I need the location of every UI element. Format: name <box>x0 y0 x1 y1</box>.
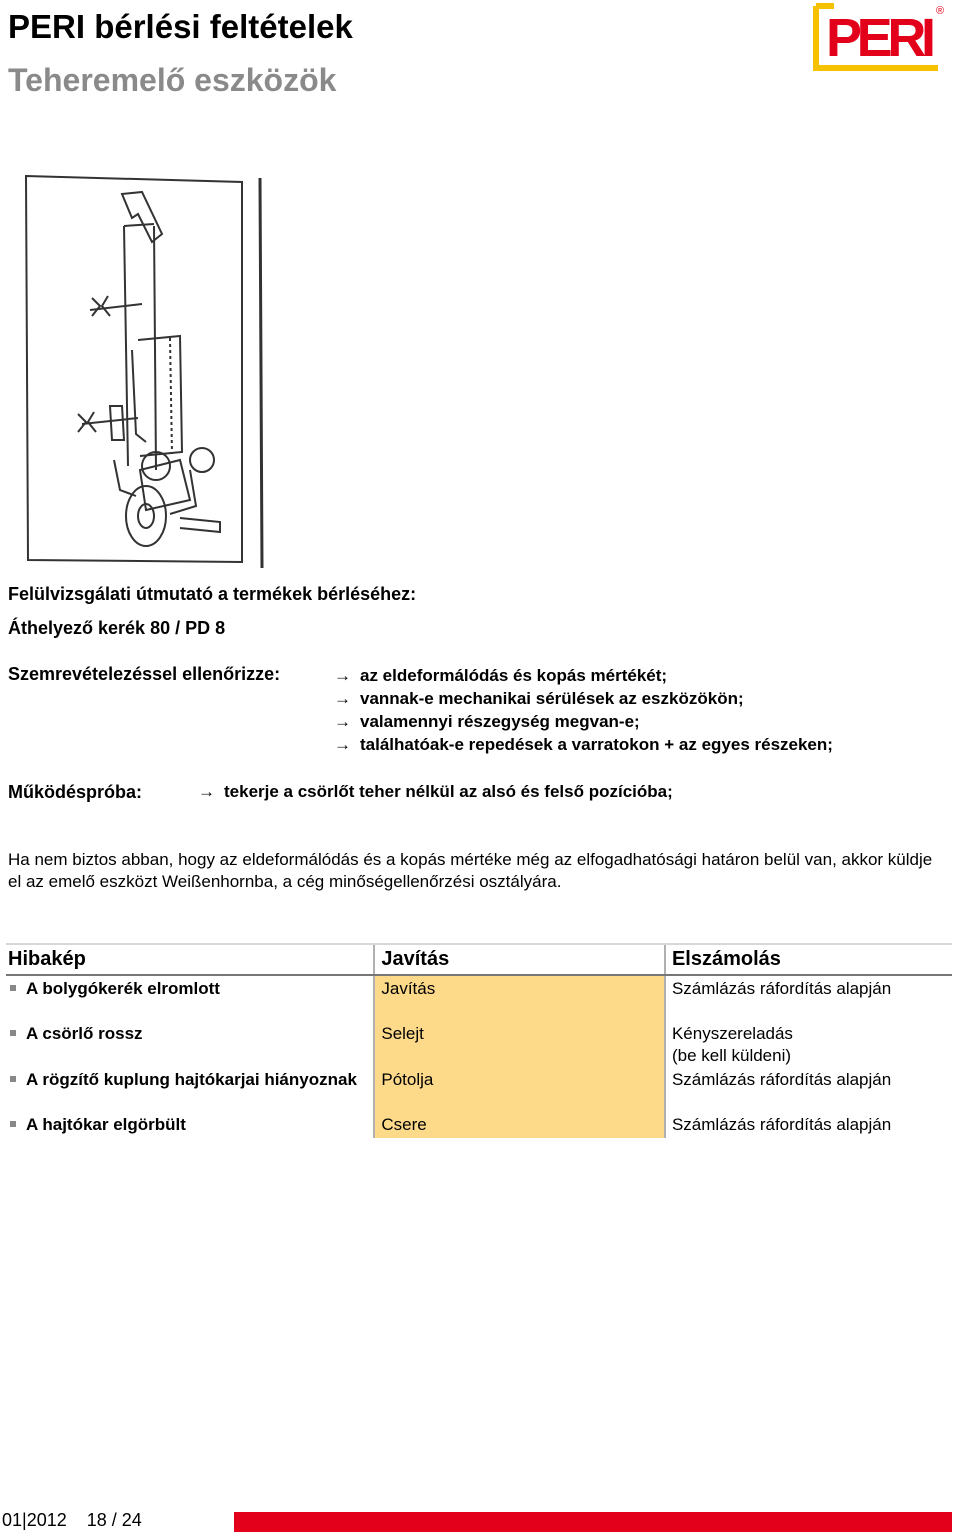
defect-cell: A bolygókerék elromlott <box>26 979 220 998</box>
arrow-right-icon: → <box>334 689 351 708</box>
table-row <box>6 1067 952 1112</box>
arrow-right-icon: → <box>334 712 351 731</box>
footer-red-bar <box>234 1512 952 1532</box>
billing-cell: Számlázás ráfordítás alapján <box>671 1070 892 1089</box>
bullet-square-icon <box>10 1030 16 1036</box>
guide-heading: Felülvizsgálati útmutató a termékek bérléséhez: <box>8 584 417 604</box>
page-title: PERI bérlési feltételek <box>8 8 353 45</box>
repair-cell: Csere <box>374 1112 665 1138</box>
bullet-square-icon <box>10 1076 16 1082</box>
page-subtitle: Teheremelő eszközök <box>8 62 337 98</box>
visual-check-list <box>334 664 833 756</box>
repair-cell: Javítás <box>374 975 665 1021</box>
quality-note-paragraph: Ha nem biztos abban, hogy az eldeformálódás és a kopás mértéke még az elfogadhatósági határon belül van, akkor küldje el az emelő eszközt Weißenhornba, a cég minőségellenőrzési osztályára. <box>8 850 933 891</box>
repair-cell: Selejt <box>374 1021 665 1067</box>
visual-check-item: → vannak-e mechanikai sérülések az eszközökön; <box>334 689 744 708</box>
footer-page-number: 18 / 24 <box>86 1510 142 1530</box>
table-row <box>6 975 952 1021</box>
repair-cell: Pótolja <box>374 1067 665 1112</box>
transport-wheel-illustration <box>20 170 270 570</box>
visual-check-item: → valamennyi részegység megvan-e; <box>334 712 640 731</box>
billing-cell: Számlázás ráfordítás alapján <box>671 979 892 998</box>
header-repair: Javítás <box>374 944 665 975</box>
billing-note: (be kell küldeni) <box>671 1046 792 1065</box>
bullet-square-icon <box>10 1121 16 1127</box>
defect-cell: A rögzítő kuplung hajtókarjai hiányoznak <box>26 1070 357 1089</box>
footer-info <box>2 1510 142 1531</box>
defect-table <box>6 943 952 1138</box>
header-billing: Elszámolás <box>665 944 952 975</box>
visual-check-item: → az eldeformálódás és kopás mértékét; <box>334 666 668 685</box>
footer-date: 01|2012 <box>2 1510 67 1530</box>
arrow-right-icon: → <box>334 735 351 754</box>
table-header-row <box>6 944 952 975</box>
arrow-right-icon: → <box>198 782 215 801</box>
table-row <box>6 1021 952 1067</box>
arrow-right-icon: → <box>334 666 351 685</box>
logo-mark: ® <box>936 5 945 17</box>
function-test-item: → tekerje a csörlőt teher nélkül az alsó és felső pozícióba; <box>198 782 673 801</box>
table-row <box>6 1112 952 1138</box>
defect-cell: A hajtókar elgörbült <box>26 1115 186 1134</box>
logo-text: PERI <box>826 8 936 68</box>
visual-check-label: Szemrevételezéssel ellenőrizze: <box>8 664 281 684</box>
visual-check-item: → találhatóak-e repedések a varratokon + az egyes részeken; <box>334 735 833 754</box>
header-defect: Hibakép <box>6 944 374 975</box>
function-test-label: Működéspróba: <box>8 782 143 802</box>
billing-cell: Számlázás ráfordítás alapján <box>671 1115 892 1134</box>
billing-cell: Kényszereladás <box>671 1024 793 1043</box>
peri-logo <box>812 2 946 72</box>
bullet-square-icon <box>10 985 16 991</box>
product-name: Áthelyező kerék 80 / PD 8 <box>8 618 226 638</box>
defect-cell: A csörlő rossz <box>26 1024 143 1043</box>
